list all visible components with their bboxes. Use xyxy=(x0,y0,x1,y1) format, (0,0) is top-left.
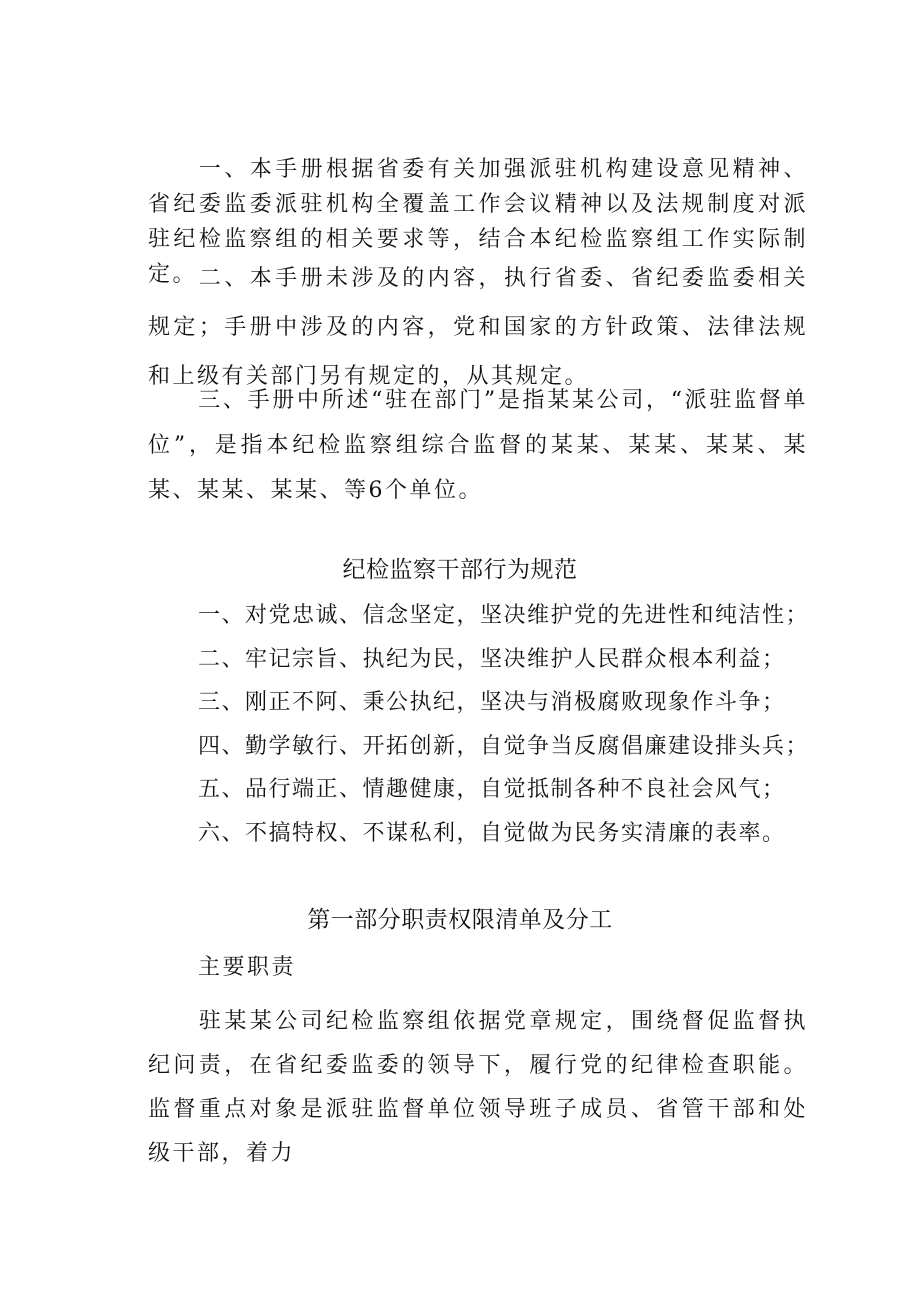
intro-paragraph-2-text: 二、本手册未涉及的内容，执行省委、省纪委监委相关规定；手册中涉及的内容，党和国家的方针政策、法律法规和上级有关部门另有规定的，从其规定。 xyxy=(148,266,808,389)
norm-item-6: 六、不搞特权、不谋私利，自觉做为民务实清廉的表率。 xyxy=(198,821,786,846)
norm-item-2: 二、牢记宗旨、执纪为民，坚决维护人民群众根本利益； xyxy=(198,647,786,672)
intro-paragraph-3 xyxy=(148,378,808,513)
norm-item-1: 一、对党忠诚、信念坚定，坚决维护党的先进性和纯洁性； xyxy=(198,603,810,628)
part1-paragraph-text: 驻某某公司纪检监察组依据党章规定，围绕督促监督执纪问责，在省纪委监委的领导下，履行党的纪律检查职能。监督重点对象是派驻监督单位领导班子成员、省管干部和处级干部，着力 xyxy=(148,1009,808,1166)
norm-item-5: 五、品行端正、情趣健康，自觉抵制各种不良社会风气； xyxy=(198,777,786,802)
part1-paragraph xyxy=(148,1000,808,1176)
norm-item-3: 三、刚正不阿、秉公执纪，坚决与消极腐败现象作斗争； xyxy=(198,690,786,715)
norms-heading: 纪检监察干部行为规范 xyxy=(342,557,578,583)
part1-subheading: 主要职责 xyxy=(198,955,297,980)
intro-paragraph-1-text: 一、本手册根据省委有关加强派驻机构建设意见精神、省纪委监委派驻机构全覆盖工作会议精神以及法规制度对派驻纪检监察组的相关要求等，结合本纪检监察组工作实际制定。 xyxy=(148,157,808,287)
part1-heading: 第一部分职责权限清单及分工 xyxy=(307,907,613,933)
norm-item-4: 四、勤学敏行、开拓创新，自觉争当反腐倡廉建设排头兵； xyxy=(198,734,810,759)
intro-paragraph-3-text: 三、手册中所述“驻在部门”是指某某公司，“派驻监督单位”，是指本纪检监察组综合监督的某某、某某、某某、某某、某某、某某、等6个单位。 xyxy=(148,388,808,503)
